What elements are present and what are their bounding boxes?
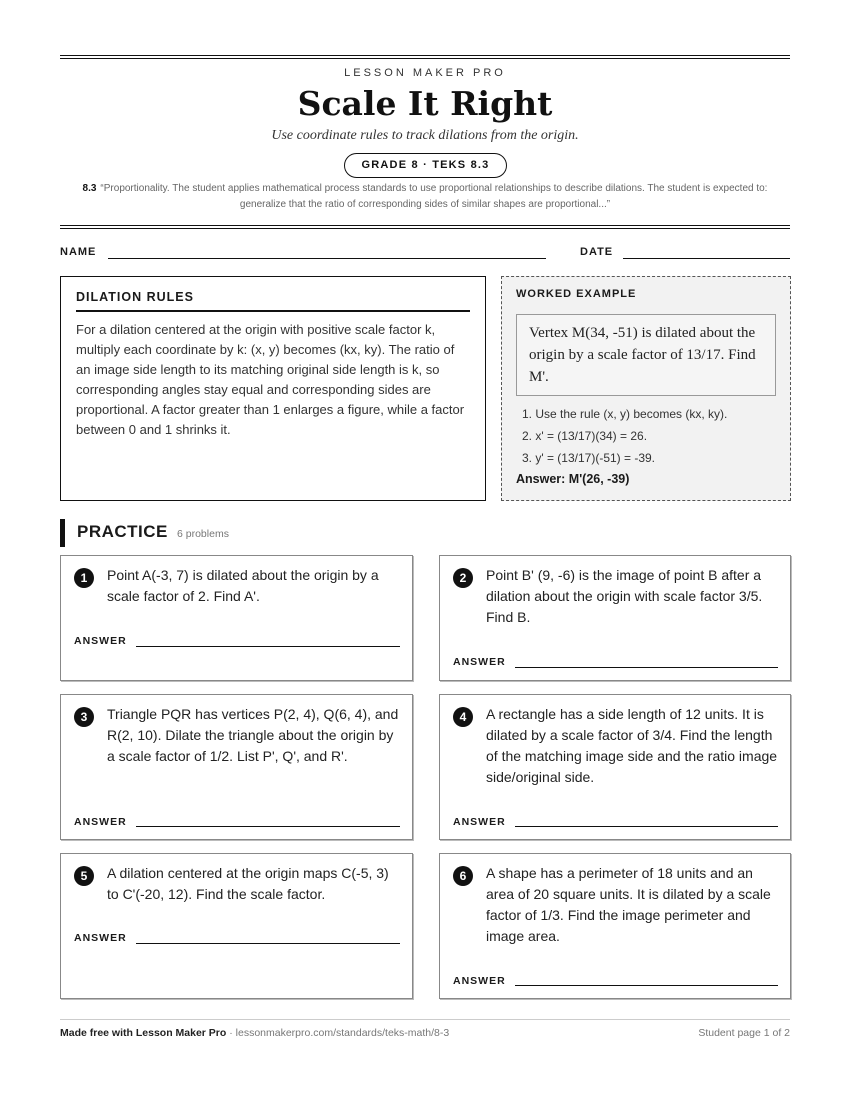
problem-prompt: Point A(-3, 7) is dilated about the origin by a scale factor of 2. Find A'. <box>107 567 379 604</box>
answer-line[interactable] <box>515 985 778 986</box>
standard-text: “Proportionality. The student applies mathematical process standards to use proportional relationships to describe dilations. The student is expected to: generalize that the ratio of corresponding sides of similar shapes are proportional...” <box>100 183 768 210</box>
answer-label: ANSWER <box>453 816 506 828</box>
worked-example-box <box>501 276 791 501</box>
problem-prompt: A shape has a perimeter of 18 units and an area of 20 square units. It is dilated by a scale factor of 1/3. Find the image perimeter and image area. <box>486 865 771 944</box>
header-bottom-rule <box>60 225 790 226</box>
example-steps <box>516 403 776 469</box>
grade-badge: GRADE 8 · TEKS 8.3 <box>344 153 507 178</box>
example-answer: Answer: M'(26, -39) <box>516 472 630 486</box>
problem-card-3 <box>60 694 413 840</box>
answer-label: ANSWER <box>74 635 127 647</box>
header-top-rule <box>60 55 790 56</box>
footer-brand: Made free with Lesson Maker Pro <box>60 1027 227 1039</box>
rules-heading: DILATION RULES <box>76 290 470 312</box>
answer-line[interactable] <box>515 826 778 827</box>
practice-accent-bar <box>60 519 65 547</box>
answer-line[interactable] <box>136 826 400 827</box>
page-subtitle: Use coordinate rules to track dilations from the origin. <box>271 128 579 143</box>
example-heading: WORKED EXAMPLE <box>516 288 637 300</box>
answer-line[interactable] <box>136 646 400 647</box>
problem-number: 6 <box>453 866 473 886</box>
footer-link[interactable]: · lessonmakerpro.com/standards/teks-math/8-3 <box>226 1027 450 1039</box>
answer-label: ANSWER <box>74 816 127 828</box>
date-field-line[interactable] <box>623 258 790 259</box>
problem-prompt: Triangle PQR has vertices P(2, 4), Q(6, 4), and R(2, 10). Dilate the triangle about the origin by a scale factor of 1/2. List P', Q', and R'. <box>107 706 399 764</box>
problem-card-4 <box>439 694 791 840</box>
answer-label: ANSWER <box>74 932 127 944</box>
example-step: 3. y' = (13/17)(-51) = -39. <box>522 451 656 465</box>
standard-code: 8.3 <box>82 183 97 194</box>
footer-page-number: Student page 1 of 2 <box>698 1027 790 1039</box>
name-label: NAME <box>60 246 97 258</box>
problem-number: 1 <box>74 568 94 588</box>
problem-card-6 <box>439 853 791 999</box>
problem-card-1 <box>60 555 413 681</box>
footer-credit <box>60 1027 449 1039</box>
answer-label: ANSWER <box>453 975 506 987</box>
example-step: 2. x' = (13/17)(34) = 26. <box>522 429 648 443</box>
problem-card-2 <box>439 555 791 681</box>
footer-rule <box>60 1019 790 1020</box>
problem-number: 3 <box>74 707 94 727</box>
practice-count: 6 problems <box>177 528 229 540</box>
problem-number: 5 <box>74 866 94 886</box>
example-problem: Vertex M(34, -51) is dilated about the origin by a scale factor of 13/17. Find M'. <box>516 314 776 396</box>
problem-prompt: Point B' (9, -6) is the image of point B after a dilation about the origin with scale factor 3/5. Find B. <box>486 567 763 625</box>
example-step: 1. Use the rule (x, y) becomes (kx, ky). <box>522 407 728 421</box>
problem-number: 2 <box>453 568 473 588</box>
problem-number: 4 <box>453 707 473 727</box>
rules-body: For a dilation centered at the origin with positive scale factor k, multiply each coordinate by k: (x, y) becomes (kx, ky). The ratio of an image side length to its matching original side length is k, so corresponding angles stay equal and corresponding sides are proportional. A factor greater than 1 enlarges a figure, while a factor between 0 and 1 shrinks it. <box>76 322 465 437</box>
name-field-line[interactable] <box>108 258 546 259</box>
problem-prompt: A rectangle has a side length of 12 units. It is dilated by a scale factor of 3/4. Find the length of the matching image side and the ratio image side/original side. <box>486 706 778 785</box>
dilation-rules-box <box>60 276 486 501</box>
practice-title: PRACTICE <box>77 522 168 541</box>
answer-line[interactable] <box>515 667 778 668</box>
answer-label: ANSWER <box>453 656 506 668</box>
problem-prompt: A dilation centered at the origin maps C(-5, 3) to C'(-20, 12). Find the scale factor. <box>107 865 389 902</box>
standard-description <box>60 181 790 213</box>
page-title: Scale It Right <box>297 84 553 123</box>
problem-card-5 <box>60 853 413 999</box>
date-label: DATE <box>580 246 614 258</box>
brand-kicker: LESSON MAKER PRO <box>344 67 506 79</box>
answer-line[interactable] <box>136 943 400 944</box>
